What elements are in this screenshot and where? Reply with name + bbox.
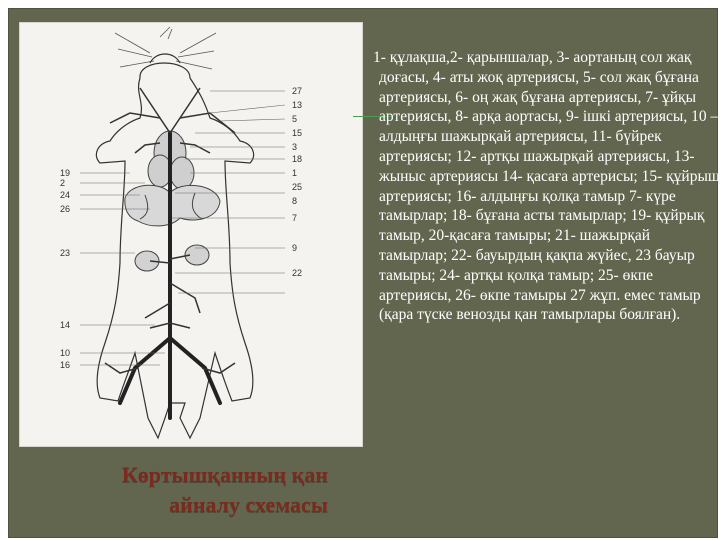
figure-label: 14: [60, 320, 71, 330]
figure-label: 24: [60, 190, 71, 200]
rat-anatomy-drawing: [20, 23, 362, 446]
figure-label: 26: [60, 204, 71, 214]
slide-title-line-1: Көртышқанның қан: [121, 462, 328, 487]
main-vessels: [120, 133, 220, 418]
figure-label: 19: [60, 168, 71, 178]
figure-label: 18: [292, 154, 303, 164]
figure-label: 1: [292, 168, 298, 178]
figure-label: 3: [292, 142, 298, 152]
body-outline: [96, 54, 253, 438]
legend-paragraph: 1- құлақша,2- қарыншалар, 3- аортаның сол жақ доғасы, 4- аты жоқ артериясы, 5- сол жақ бұғана артериясы, 6- оң жақ бұғана артериясы, 7- ұйқы артериясы, 8- арқа аортасы, 9- ішкі артериясы, 10 – алдыңғы шажырқай артериясы, 11- бүйрек артериясы; 12- артқы шажырқай артериясы, 13- жыныс артериясы 14- қасаға артерисы; 15- құйрыщ артериясы; 16- алдыңғы қолқа тамыр 7- күре тамырлар; 18- бұғана асты тамырлар; 19- құйрық тамыр, 20-қасаға тамыры; 21- шажырқай тамырлар; 22- бауырдың қақпа жүйес, 23 бауыр тамыры; 24- артқы қолқа тамыр; 25- өкпе артериясы, 26- өкпе тамыры 27 жұп. емес тамыр (қара түске венозды қан тамырлары боялған).: [373, 49, 720, 324]
figure-label: 16: [60, 360, 71, 370]
figure-label: 7: [292, 213, 298, 223]
slide-title-line-2: айналу схемасы: [169, 492, 328, 517]
figure-label: 13: [292, 100, 303, 110]
figure-label: 9: [292, 243, 298, 253]
figure-labels-left: [60, 168, 70, 370]
figure-label: 2: [60, 178, 66, 188]
slide-panel: [8, 8, 718, 538]
figure-label: 10: [60, 348, 71, 358]
figure-labels-right: [292, 86, 302, 278]
figure-label: 15: [292, 128, 303, 138]
figure-label: 27: [292, 86, 303, 96]
figure-label: 8: [292, 196, 298, 206]
slide-title: [28, 460, 328, 520]
figure-label: 22: [292, 268, 303, 278]
figure-label: 25: [292, 182, 303, 192]
legend-text-block: [373, 48, 720, 325]
figure-label: 23: [60, 248, 71, 258]
figure-label: 5: [292, 114, 298, 124]
circulation-diagram: [19, 22, 363, 447]
liver: [125, 185, 220, 226]
